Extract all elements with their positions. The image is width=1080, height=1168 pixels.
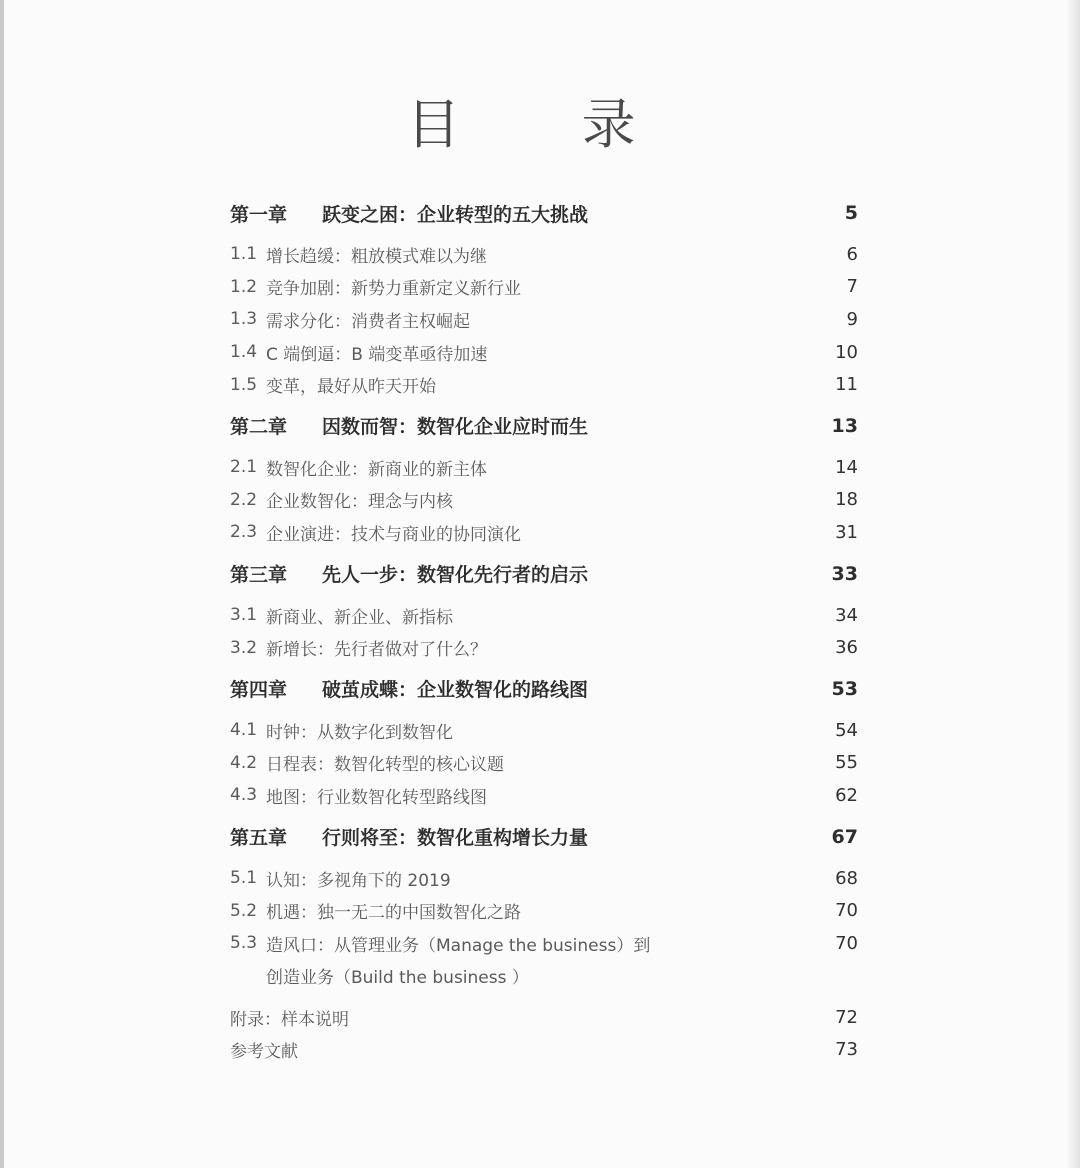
section-title: 新增长：先行者做对了什么？ [266,640,487,661]
chapter-title: 因数而智：数智化企业应时而生 [322,416,589,439]
page-number: 18 [835,489,858,511]
page-number: 73 [835,1039,858,1061]
page-number: 70 [835,932,858,954]
section-number: 1.3 [230,309,258,330]
section-row[interactable] [230,336,858,369]
section-list [230,448,858,549]
chapter-row[interactable] [230,552,858,596]
section-number: 1.5 [230,374,258,395]
page-number: 7 [846,276,858,298]
appendix-list [230,995,858,1066]
section-number: 5.3 [230,933,258,954]
table-of-contents [230,190,858,1069]
section-row[interactable] [230,631,858,664]
chapter-title: 先人一步：数智化先行者的启示 [322,564,589,587]
section-row[interactable] [230,484,858,517]
section-number: 5.1 [230,868,258,889]
section-title: 认知：多视角下的 2019 [266,870,451,891]
section-number: 2.2 [230,489,258,510]
section-title: 企业数智化：理念与内核 [266,492,453,513]
section-title: 竞争加剧：新势力重新定义新行业 [266,279,521,300]
chapter-number: 第二章 [230,416,288,439]
section-number: 1.1 [230,244,258,265]
section-list [230,596,858,664]
page-number: 36 [835,637,858,659]
section-title: 日程表：数智化转型的核心议题 [266,755,504,776]
section-number: 1.4 [230,342,258,363]
page-number: 34 [835,604,858,626]
page-number: 72 [835,1006,858,1028]
chapter-number: 第三章 [230,564,288,587]
chapter-row[interactable] [230,815,858,859]
section-title: 增长趋缓：粗放模式难以为继 [266,246,487,267]
section-title-continuation: 创造业务（Build the business ） [266,968,529,989]
section-row[interactable] [230,516,858,549]
chapter-row[interactable] [230,191,858,235]
section-title: 时钟：从数字化到数智化 [266,722,453,743]
section-number: 3.2 [230,637,258,658]
section-title: C 端倒逼：B 端变革亟待加速 [266,344,488,365]
section-row[interactable] [230,271,858,304]
appendix-row[interactable] [230,1034,858,1067]
section-title: 变革，最好从昨天开始 [266,377,436,398]
section-title: 数智化企业：新商业的新主体 [266,459,487,480]
page-number: 5 [844,202,858,224]
section-list [230,859,858,992]
appendix-title: 附录：样本说明 [230,1009,349,1030]
chapter-row[interactable] [230,667,858,711]
section-row[interactable] [230,747,858,780]
page-number: 53 [831,677,858,700]
page-number: 68 [835,867,858,889]
section-row[interactable] [230,779,858,812]
page-number: 67 [831,825,858,848]
page-number: 70 [835,900,858,922]
page-number: 10 [835,341,858,363]
chapter-title: 跃变之困：企业转型的五大挑战 [322,203,589,226]
section-row[interactable] [230,599,858,632]
chapter-number: 第一章 [230,203,288,226]
section-row[interactable] [230,927,858,960]
page-number: 9 [846,308,858,330]
toc-title: 目 录 [406,93,688,156]
page-number: 13 [831,414,858,437]
chapter-title: 行则将至：数智化重构增长力量 [322,827,589,850]
section-row[interactable] [230,451,858,484]
section-number: 2.1 [230,457,258,478]
section-number: 4.3 [230,785,258,806]
page-number: 55 [835,752,858,774]
section-number: 5.2 [230,900,258,921]
page-number: 14 [835,456,858,478]
appendix-row[interactable] [230,1001,858,1034]
chapter-number: 第五章 [230,827,288,850]
section-title: 新商业、新企业、新指标 [266,607,453,628]
section-row[interactable] [230,894,858,927]
section-title: 机遇：独一无二的中国数智化之路 [266,903,521,924]
section-row[interactable] [230,303,858,336]
section-row[interactable] [230,238,858,271]
page-number: 6 [846,243,858,265]
chapter-number: 第四章 [230,679,288,702]
page-number: 54 [835,719,858,741]
page-number: 11 [835,374,858,396]
section-number: 1.2 [230,276,258,297]
section-title: 企业演进：技术与商业的协同演化 [266,524,521,545]
section-title: 需求分化：消费者主权崛起 [266,311,470,332]
page-number: 33 [831,562,858,585]
section-number: 3.1 [230,605,258,626]
page-edge-shadow [0,0,4,1168]
page-gutter-shadow [1066,0,1080,1168]
section-title: 地图：行业数智化转型路线图 [266,787,487,808]
section-row[interactable] [230,368,858,401]
chapter-row[interactable] [230,404,858,448]
section-title: 造风口：从管理业务（Manage the business）到 [266,935,651,956]
section-number: 4.1 [230,720,258,741]
section-list [230,711,858,812]
section-list [230,235,858,401]
chapter-title: 破茧成蝶：企业数智化的路线图 [322,679,589,702]
page-number: 31 [835,521,858,543]
section-row[interactable] [230,714,858,747]
section-number: 4.2 [230,752,258,773]
appendix-title: 参考文献 [230,1042,298,1063]
page-number: 62 [835,784,858,806]
section-row[interactable] [230,862,858,895]
section-number: 2.3 [230,522,258,543]
